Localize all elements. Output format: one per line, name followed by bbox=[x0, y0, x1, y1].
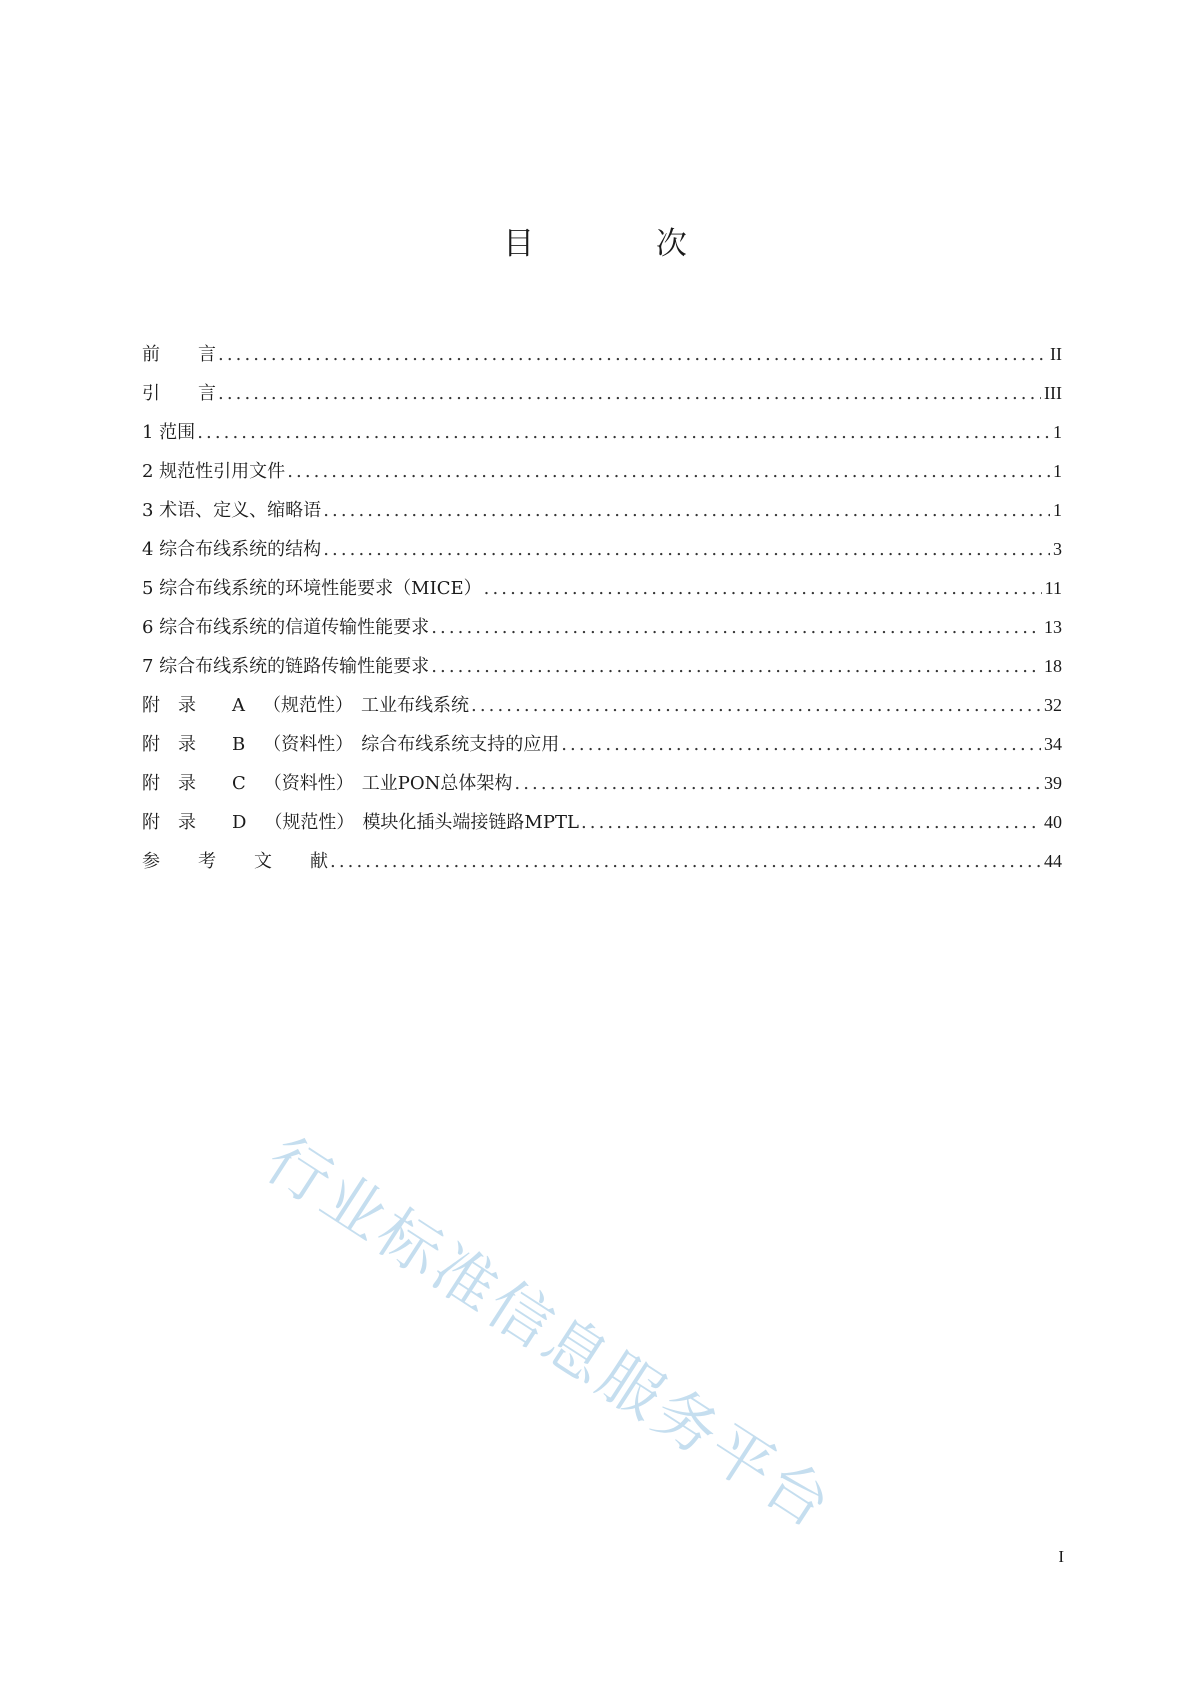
annex-title: 模块化插头端接链路MPTL bbox=[362, 812, 579, 833]
annex-title: 综合布线系统支持的应用 bbox=[361, 734, 560, 755]
toc-entry-title: 引言 bbox=[142, 383, 216, 404]
toc-dot-leader bbox=[514, 772, 1041, 796]
annex-prefix: 附录 bbox=[142, 734, 214, 755]
toc-entry-page: 34 bbox=[1044, 734, 1062, 754]
toc-dot-leader bbox=[287, 460, 1050, 484]
annex-letter: B bbox=[232, 734, 246, 755]
toc-dot-leader bbox=[323, 538, 1050, 562]
annex-kind: （资料性） bbox=[263, 773, 354, 794]
annex-kind: （规范性） bbox=[263, 695, 353, 716]
toc-entry[interactable] bbox=[142, 771, 1062, 810]
annex-title: 工业PON总体架构 bbox=[361, 773, 513, 794]
toc-entry[interactable] bbox=[142, 654, 1062, 693]
toc-dot-leader bbox=[431, 616, 1041, 640]
toc-entry-title: 1 范围 bbox=[142, 422, 196, 443]
toc-dot-leader bbox=[484, 577, 1042, 601]
annex-prefix: 附录 bbox=[142, 773, 214, 794]
toc-entry-title: 7 综合布线系统的链路传输性能要求 bbox=[142, 656, 430, 677]
annex-prefix: 附录 bbox=[142, 812, 214, 833]
page-number: I bbox=[1058, 1547, 1064, 1566]
annex-letter: D bbox=[232, 812, 247, 833]
toc-entry[interactable] bbox=[142, 615, 1062, 654]
toc-entry-page: 39 bbox=[1044, 773, 1062, 793]
toc-entry[interactable] bbox=[142, 576, 1062, 615]
toc-entry-title: 5 综合布线系统的环境性能要求（MICE） bbox=[142, 578, 482, 599]
toc-entry[interactable] bbox=[142, 810, 1062, 849]
toc-entry[interactable] bbox=[142, 420, 1062, 459]
toc-entry[interactable] bbox=[142, 849, 1062, 888]
table-of-contents bbox=[142, 342, 1062, 888]
toc-dot-leader bbox=[431, 655, 1041, 679]
toc-entry-page: 18 bbox=[1044, 656, 1062, 676]
toc-dot-leader bbox=[561, 733, 1041, 757]
toc-dot-leader bbox=[218, 382, 1041, 406]
watermark: 行业标准信息服务平台 bbox=[253, 1122, 847, 1544]
toc-entry-title: 2 规范性引用文件 bbox=[142, 461, 286, 482]
toc-entry-title: 6 综合布线系统的信道传输性能要求 bbox=[142, 617, 430, 638]
annex-letter: A bbox=[232, 695, 245, 716]
toc-entry-page: 40 bbox=[1044, 812, 1062, 832]
toc-entry[interactable] bbox=[142, 459, 1062, 498]
toc-entry-page: 1 bbox=[1053, 461, 1062, 481]
toc-entry[interactable] bbox=[142, 498, 1062, 537]
annex-kind: （规范性） bbox=[264, 812, 355, 833]
toc-dot-leader bbox=[330, 850, 1041, 874]
toc-entry-title bbox=[142, 694, 469, 718]
annex-kind: （资料性） bbox=[263, 734, 354, 755]
toc-dot-leader bbox=[323, 499, 1050, 523]
toc-entry[interactable] bbox=[142, 381, 1062, 420]
toc-dot-leader bbox=[218, 343, 1047, 367]
toc-entry-page: III bbox=[1044, 383, 1062, 403]
annex-letter: C bbox=[232, 773, 246, 794]
toc-entry-page: 32 bbox=[1044, 695, 1062, 715]
toc-entry-page: 44 bbox=[1044, 851, 1062, 871]
toc-dot-leader bbox=[581, 811, 1041, 835]
toc-dot-leader bbox=[197, 421, 1050, 445]
toc-dot-leader bbox=[471, 694, 1041, 718]
toc-entry-title: 4 综合布线系统的结构 bbox=[142, 539, 322, 560]
toc-entry-page: 1 bbox=[1053, 422, 1062, 442]
toc-entry-page: 13 bbox=[1044, 617, 1062, 637]
toc-entry-title bbox=[142, 772, 512, 796]
toc-entry[interactable] bbox=[142, 693, 1062, 732]
annex-prefix: 附录 bbox=[142, 695, 214, 716]
page-title: 目 次 bbox=[503, 226, 743, 262]
toc-entry[interactable] bbox=[142, 537, 1062, 576]
toc-entry-title: 3 术语、定义、缩略语 bbox=[142, 500, 322, 521]
toc-entry-title bbox=[142, 733, 559, 757]
toc-entry[interactable] bbox=[142, 342, 1062, 381]
toc-entry-title bbox=[142, 811, 579, 835]
toc-entry-page: 11 bbox=[1044, 578, 1062, 598]
toc-entry-page: 3 bbox=[1053, 539, 1062, 559]
annex-title: 工业布线系统 bbox=[361, 695, 469, 716]
toc-entry-title: 参考文献 bbox=[142, 851, 328, 872]
toc-entry-title: 前言 bbox=[142, 344, 216, 365]
toc-entry[interactable] bbox=[142, 732, 1062, 771]
toc-entry-page: 1 bbox=[1053, 500, 1062, 520]
toc-entry-page: II bbox=[1050, 344, 1062, 364]
